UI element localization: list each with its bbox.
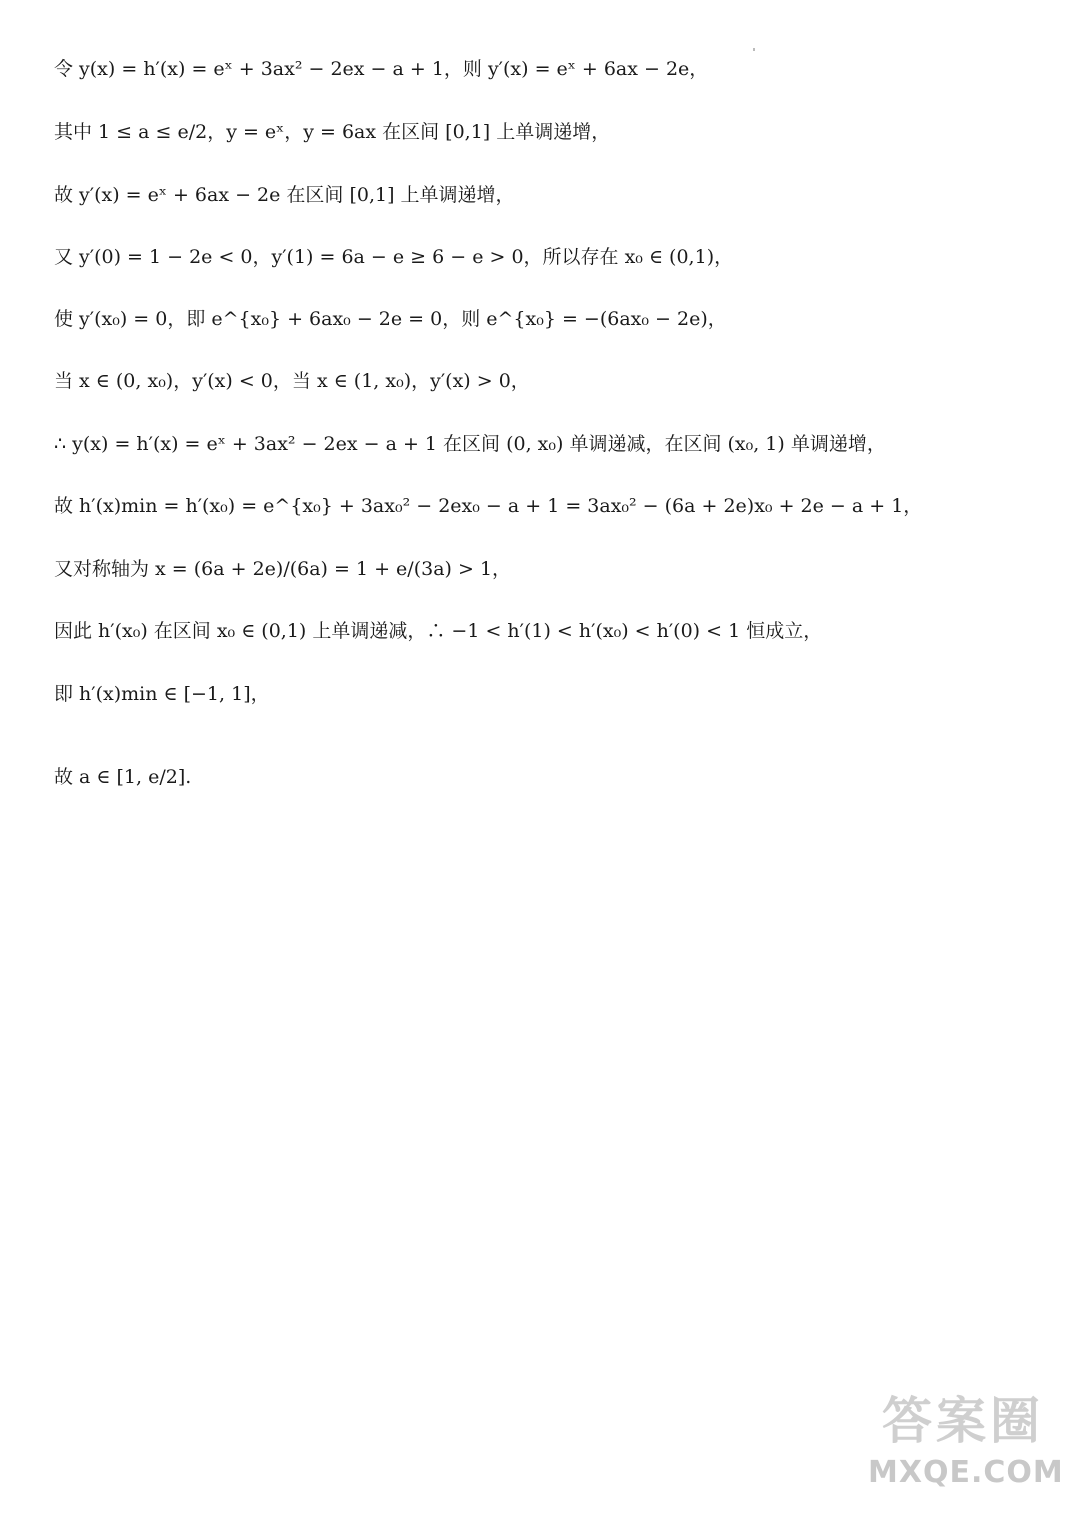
solution-line-5: 使 y′(x₀) = 0，即 e^{x₀} + 6ax₀ − 2e = 0，则 e^{x₀} = −(6ax₀ − 2e)， [54, 308, 727, 330]
watermark-url: MXQE.COM [868, 1455, 1064, 1490]
solution-line-1: 令 y(x) = h′(x) = eˣ + 3ax² − 2ex − a + 1，则 y′(x) = eˣ + 6ax − 2e， [54, 58, 709, 80]
solution-line-12: 故 a ∈ [1, e/2]. [54, 766, 192, 788]
solution-line-9: 又对称轴为 x = (6a + 2e)/(6a) = 1 + e/(3a) > 1， [54, 558, 512, 580]
solution-line-10: 因此 h′(x₀) 在区间 x₀ ∈ (0,1) 上单调递减，∴ −1 < h′(1) < h′(x₀) < h′(0) < 1 恒成立， [54, 620, 823, 642]
solution-line-3: 故 y′(x) = eˣ + 6ax − 2e 在区间 [0,1] 上单调递增， [54, 184, 515, 206]
stray-mark [753, 48, 755, 51]
solution-line-6: 当 x ∈ (0, x₀)，y′(x) < 0，当 x ∈ (1, x₀)，y′(x) > 0， [54, 370, 530, 392]
solution-line-4: 又 y′(0) = 1 − 2e < 0，y′(1) = 6a − e ≥ 6 − e > 0，所以存在 x₀ ∈ (0,1)， [54, 246, 734, 268]
solution-line-11: 即 h′(x)min ∈ [−1, 1]， [54, 683, 270, 705]
watermark-logo [868, 1389, 1064, 1519]
solution-line-7: ∴ y(x) = h′(x) = eˣ + 3ax² − 2ex − a + 1 在区间 (0, x₀) 单调递减，在区间 (x₀, 1) 单调递增， [54, 433, 886, 455]
solution-line-8: 故 h′(x)min = h′(x₀) = e^{x₀} + 3ax₀² − 2ex₀ − a + 1 = 3ax₀² − (6a + 2e)x₀ + 2e − a + 1， [54, 495, 923, 517]
watermark-logo-text: 答案圈 [882, 1392, 1044, 1450]
solution-line-2: 其中 1 ≤ a ≤ e/2，y = eˣ，y = 6ax 在区间 [0,1] 上单调递增， [54, 121, 611, 143]
